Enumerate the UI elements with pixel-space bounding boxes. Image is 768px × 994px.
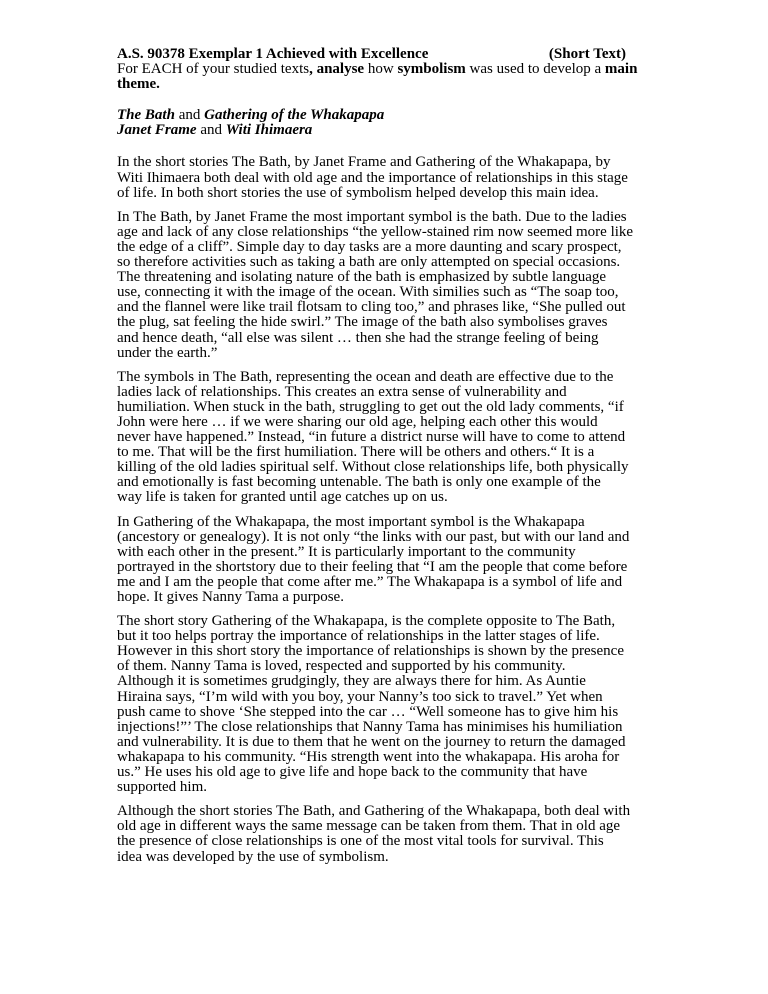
text-segment: For EACH of your studied texts bbox=[117, 61, 310, 78]
paragraph-line: under the earth.” bbox=[117, 344, 218, 361]
paragraph-line: John were here … if we were sharing our old age, helping each other this would bbox=[117, 413, 598, 430]
text-segment: Witi Ihimaera bbox=[225, 122, 313, 139]
text-segment: was used to develop a bbox=[465, 61, 605, 78]
prompt-line-1 bbox=[117, 62, 648, 77]
essay-paragraph bbox=[117, 370, 648, 506]
title-block bbox=[117, 108, 648, 138]
paragraph-line: so therefore activities such as taking a bath are only attempted on special occasions. bbox=[117, 254, 621, 271]
paragraph-line: injections!”’ The close relationships that Nanny Tama has minimises his humiliation bbox=[117, 718, 623, 735]
essay-paragraph bbox=[117, 614, 648, 795]
paragraph-line: us.” He uses his old age to give life and hope back to the community that have bbox=[117, 764, 588, 781]
paragraph-line: humiliation. When stuck in the bath, struggling to get out the old lady comments, “if bbox=[117, 398, 624, 415]
text-segment: Janet Frame bbox=[117, 122, 197, 139]
paragraph-line: but it too helps portray the importance of relationships in the latter stages of life. bbox=[117, 628, 600, 645]
paragraph-line: and emotionally is fast becoming untenable. The bath is only one example of the bbox=[117, 474, 601, 491]
paragraph-line: age and lack of any close relationships “the yellow-stained rim now seemed more like bbox=[117, 223, 634, 240]
header-line bbox=[117, 47, 648, 62]
text-segment: and bbox=[196, 122, 226, 139]
header-block bbox=[117, 47, 648, 92]
paragraph-line: use, connecting it with the image of the ocean. With similies such as “The soap too, bbox=[117, 284, 619, 301]
paragraph-line: me and I am the people that come after me.” The Whakapapa is a symbol of life and bbox=[117, 573, 623, 590]
paragraph-line: never have happened.” Instead, “in future a district nurse will have to come to attend bbox=[117, 429, 626, 446]
text-segment: symbolism bbox=[397, 61, 466, 78]
text-segment: how bbox=[364, 61, 398, 78]
paragraph-line: and hence death, “all else was silent … then she had the strange feeling of being bbox=[117, 329, 599, 346]
text-segment: , analyse bbox=[309, 61, 365, 78]
text-type-label: (Short Text) bbox=[548, 46, 626, 62]
text-segment: theme. bbox=[117, 76, 160, 93]
paragraph-line: with each other in the present.” It is particularly important to the community bbox=[117, 543, 576, 560]
paragraph-line: Although it is sometimes grudgingly, they are always there for him. As Auntie bbox=[117, 673, 586, 690]
story-titles-line bbox=[117, 108, 648, 123]
paragraph-line: and vulnerability. It is due to them that he went on the journey to return the damaged bbox=[117, 733, 626, 750]
text-segment: and bbox=[174, 107, 205, 124]
text-segment: main bbox=[604, 61, 638, 78]
paragraph-line: In The Bath, by Janet Frame the most important symbol is the bath. Due to the ladies bbox=[117, 208, 627, 225]
authors-line bbox=[117, 123, 648, 138]
paragraph-line: way life is taken for granted until age catches up on us. bbox=[117, 489, 448, 506]
document-content bbox=[117, 47, 648, 865]
paragraph-line: The short story Gathering of the Whakapapa, is the complete opposite to The Bath, bbox=[117, 613, 616, 630]
paragraph-line: killing of the old ladies spiritual self. Without close relationships life, both physically bbox=[117, 459, 629, 476]
paragraph-line: the edge of a cliff”. Simple day to day tasks are a more daunting and scary prospect, bbox=[117, 238, 622, 255]
paragraph-line: and the flannel were like trail flotsam to cling too,” and phrases like, “She pulled out bbox=[117, 299, 626, 316]
essay-paragraph bbox=[117, 515, 648, 606]
essay-paragraph bbox=[117, 210, 648, 361]
paragraph-line: The symbols in The Bath, representing the ocean and death are effective due to the bbox=[117, 368, 614, 385]
paragraph-line: hope. It gives Nanny Tama a purpose. bbox=[117, 589, 344, 605]
paragraph-line: to me. That will be the first humiliation. There will be others and others.“ It is a bbox=[117, 444, 595, 461]
paragraph-line: of them. Nanny Tama is loved, respected and supported by his community. bbox=[117, 658, 566, 675]
paragraph-line: The threatening and isolating nature of the bath is emphasized by subtle language bbox=[117, 269, 607, 286]
paragraph-line: Witi Ihimaera both deal with old age and the importance of relationships in this stage bbox=[117, 169, 628, 186]
paragraph-line: whakapapa to his community. “His strength went into the whakapapa. His aroha for bbox=[117, 748, 620, 765]
essay-paragraph bbox=[117, 804, 648, 864]
essay-body bbox=[117, 155, 648, 864]
paragraph-line: However in this short story the importance of relationships is shown by the presence bbox=[117, 643, 624, 660]
assessment-title: A.S. 90378 Exemplar 1 Achieved with Excellence bbox=[117, 46, 429, 62]
paragraph-line: push came to shove ‘She stepped into the car … “Well someone has to give him his bbox=[117, 703, 619, 720]
paragraph-line: In Gathering of the Whakapapa, the most important symbol is the Whakapapa bbox=[117, 513, 585, 530]
paragraph-line: portrayed in the shortstory due to their feeling that “I am the people that come before bbox=[117, 558, 628, 575]
paragraph-line: (ancestory or genealogy). It is not only “the links with our past, but with our land and bbox=[117, 528, 630, 545]
paragraph-line: idea was developed by the use of symbolism. bbox=[117, 848, 389, 865]
paragraph-line: ladies lack of relationships. This creates an extra sense of vulnerability and bbox=[117, 383, 567, 400]
text-segment: The Bath bbox=[117, 107, 175, 124]
paragraph-line: Hiraina says, “I’m wild with you boy, your Nanny’s too sick to travel.” Yet when bbox=[117, 688, 603, 705]
paragraph-line: In the short stories The Bath, by Janet Frame and Gathering of the Whakapapa, by bbox=[117, 154, 611, 171]
paragraph-line: the presence of close relationships is one of the most vital tools for survival. This bbox=[117, 833, 604, 850]
paragraph-line: Although the short stories The Bath, and Gathering of the Whakapapa, both deal with bbox=[117, 803, 631, 820]
essay-paragraph bbox=[117, 155, 648, 200]
paragraph-line: supported him. bbox=[117, 779, 207, 796]
paragraph-line: the plug, sat feeling the hide swirl.” The image of the bath also symbolises graves bbox=[117, 314, 608, 331]
paragraph-line: of life. In both short stories the use of symbolism helped develop this main idea. bbox=[117, 184, 599, 201]
paragraph-line: old age in different ways the same message can be taken from them. That in old age bbox=[117, 818, 621, 835]
text-segment: Gathering of the Whakapapa bbox=[204, 107, 385, 124]
prompt-line-2 bbox=[117, 77, 648, 92]
